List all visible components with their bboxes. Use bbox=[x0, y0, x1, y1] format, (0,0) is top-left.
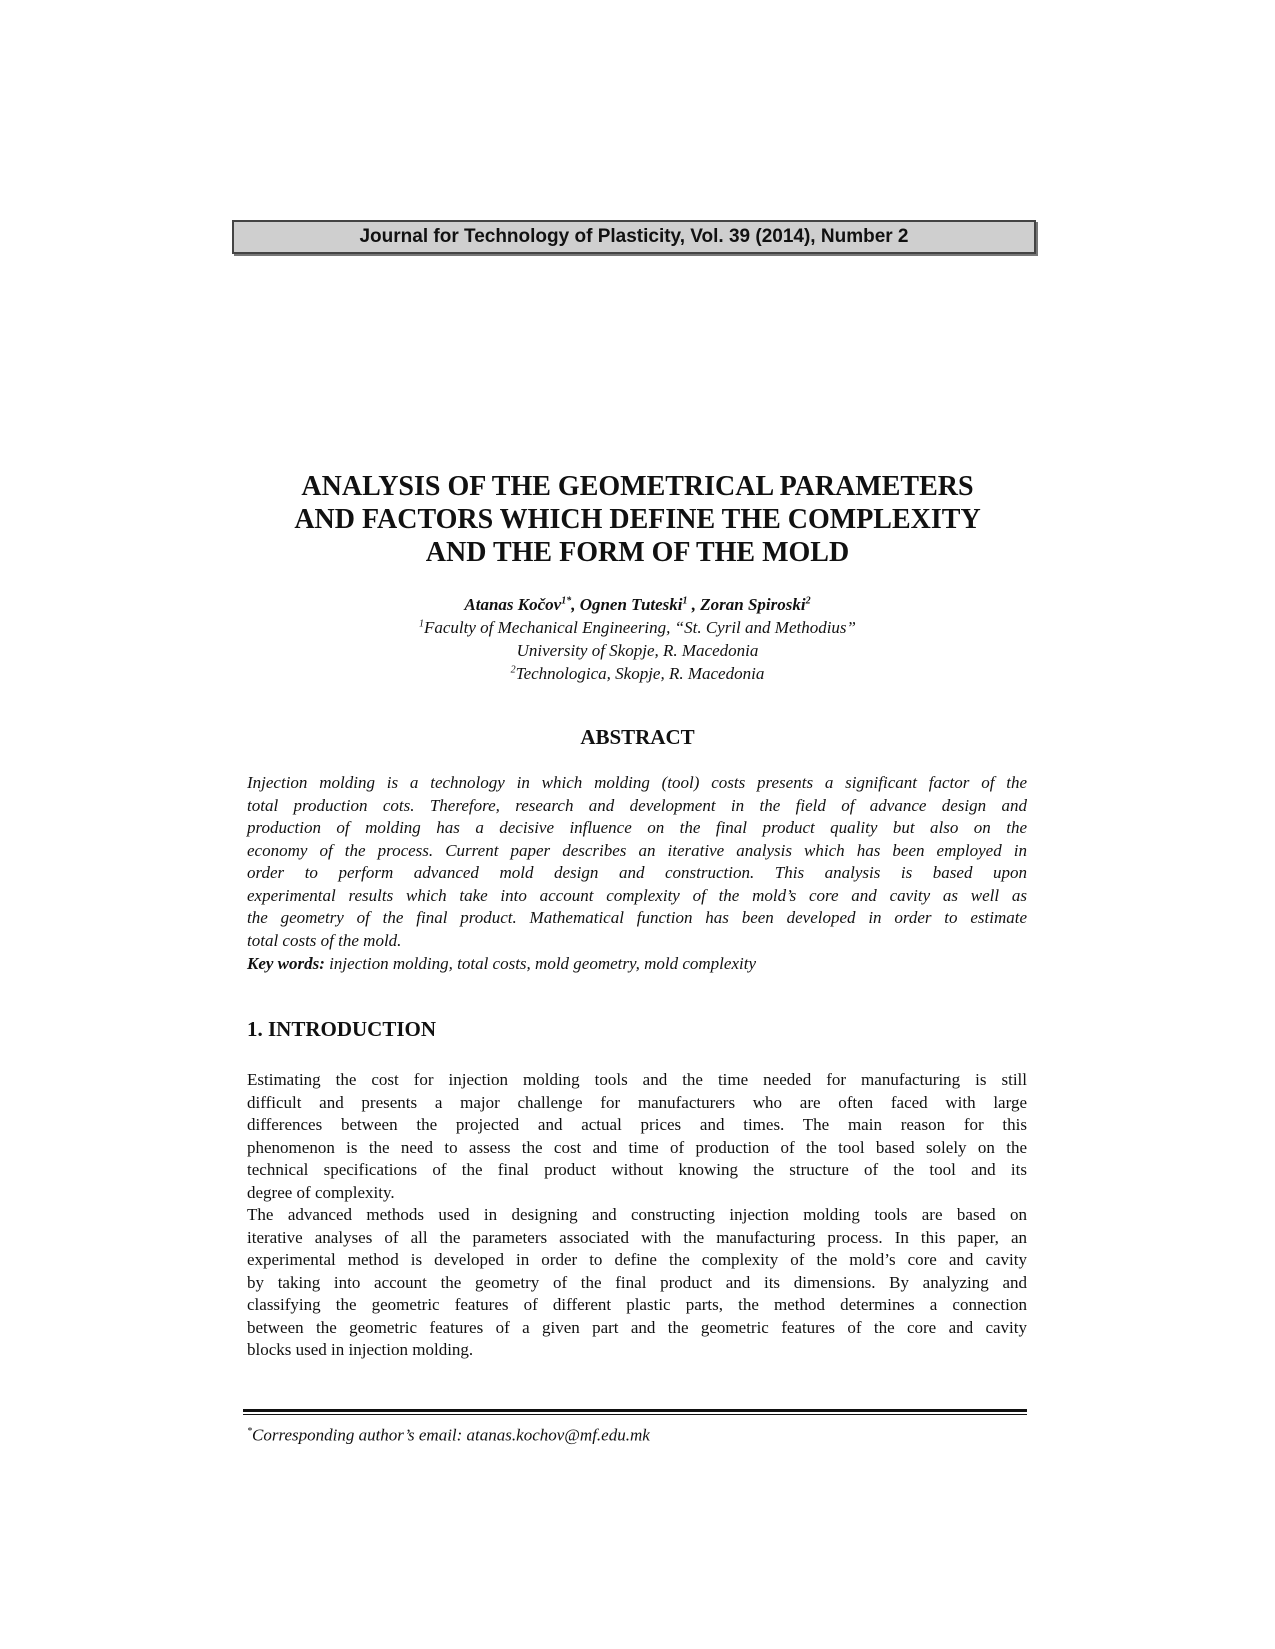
keywords-text: injection molding, total costs, mold geometry, mold complexity bbox=[324, 954, 756, 973]
footnote-marker: * bbox=[247, 1426, 252, 1437]
author-block bbox=[200, 593, 1075, 685]
section-heading-introduction: 1. INTRODUCTION bbox=[247, 1017, 437, 1041]
author-name: Atanas Kočov bbox=[464, 595, 562, 614]
abstract-heading: ABSTRACT bbox=[580, 725, 695, 749]
abstract-line: order to perform advanced mold design and construction. This analysis is based upon bbox=[247, 863, 1027, 882]
footnote-divider bbox=[243, 1414, 1027, 1415]
author-separator: , bbox=[571, 595, 580, 614]
abstract-line: total costs of the mold. bbox=[247, 930, 402, 950]
intro-line: Estimating the cost for injection molding tools and the time needed for manufacturing is still bbox=[247, 1070, 1027, 1089]
abstract-body bbox=[247, 772, 1027, 952]
intro-line: technical specifications of the final product without knowing the structure of the tool and its bbox=[247, 1160, 1027, 1179]
intro-line: degree of complexity. bbox=[247, 1182, 395, 1202]
intro-line: The advanced methods used in designing and constructing injection molding tools are based on bbox=[247, 1205, 1027, 1224]
footnote bbox=[247, 1421, 1027, 1447]
affiliation-line bbox=[200, 662, 1075, 685]
author-separator: , bbox=[687, 595, 701, 614]
paper-title-line: AND FACTORS WHICH DEFINE THE COMPLEXITY bbox=[294, 504, 981, 535]
paper-title-line: ANALYSIS OF THE GEOMETRICAL PARAMETERS bbox=[301, 471, 974, 502]
abstract-line: total production cots. Therefore, research and development in the field of advance design and bbox=[247, 795, 1027, 815]
author-superscript: 1* bbox=[561, 595, 572, 607]
author-name: Zoran Spiroski bbox=[700, 595, 806, 614]
author-superscript: 2 bbox=[805, 595, 811, 607]
abstract-line: experimental results which take into account complexity of the mold’s core and cavity as well as bbox=[247, 885, 1027, 905]
intro-line: blocks used in injection molding. bbox=[247, 1340, 474, 1359]
abstract-line: production of molding has a decisive influence on the final product quality but also on the bbox=[247, 818, 1027, 837]
author-superscript: 1 bbox=[682, 595, 688, 607]
affiliation-text: Faculty of Mechanical Engineering, “St. Cyril and Methodius” bbox=[423, 618, 857, 637]
paper-title-line: AND THE FORM OF THE MOLD bbox=[425, 537, 850, 568]
affiliation-superscript: 1 bbox=[418, 618, 424, 630]
author-name: Ognen Tuteski bbox=[579, 595, 683, 614]
affiliation-text: University of Skopje, R. Macedonia bbox=[516, 641, 759, 660]
affiliation-superscript: 2 bbox=[510, 664, 516, 676]
intro-line: between the geometric features of a given part and the geometric features of the core and cavity bbox=[247, 1317, 1027, 1337]
footnote-text: Corresponding author’s email: atanas.kochov@mf.edu.mk bbox=[252, 1425, 650, 1445]
abstract-line: economy of the process. Current paper describes an iterative analysis which has been employed in bbox=[247, 840, 1027, 860]
affiliation-line bbox=[200, 616, 1075, 639]
intro-line: phenomenon is the need to assess the cost and time of production of the tool based solely on the bbox=[247, 1137, 1027, 1157]
intro-line: differences between the projected and actual prices and times. The main reason for this bbox=[247, 1115, 1027, 1134]
introduction-body bbox=[247, 1069, 1027, 1362]
footnote-divider bbox=[243, 1409, 1027, 1412]
intro-line: by taking into account the geometry of the final product and its dimensions. By analyzing and bbox=[247, 1272, 1027, 1292]
intro-line: classifying the geometric features of different plastic parts, the method determines a connection bbox=[247, 1295, 1027, 1314]
affiliation-text: Technologica, Skopje, R. Macedonia bbox=[515, 664, 765, 683]
journal-header-text: Journal for Technology of Plasticity, Vol. 39 (2014), Number 2 bbox=[359, 226, 909, 247]
abstract-line: Injection molding is a technology in which molding (tool) costs presents a significant factor of the bbox=[247, 773, 1027, 792]
journal-header-banner bbox=[232, 220, 1036, 254]
keywords bbox=[247, 953, 1027, 975]
paper-title bbox=[200, 470, 1075, 569]
intro-line: iterative analyses of all the parameters associated with the manufacturing process. In this paper, an bbox=[247, 1227, 1027, 1247]
author-names bbox=[200, 593, 1075, 616]
intro-line: difficult and presents a major challenge for manufacturers who are often faced with large bbox=[247, 1092, 1027, 1112]
affiliation-line bbox=[200, 639, 1075, 662]
abstract-line: the geometry of the final product. Mathematical function has been developed in order to estimate bbox=[247, 908, 1027, 927]
intro-line: experimental method is developed in order to define the complexity of the mold’s core and cavity bbox=[247, 1250, 1027, 1269]
keywords-label: Key words: bbox=[247, 954, 325, 973]
